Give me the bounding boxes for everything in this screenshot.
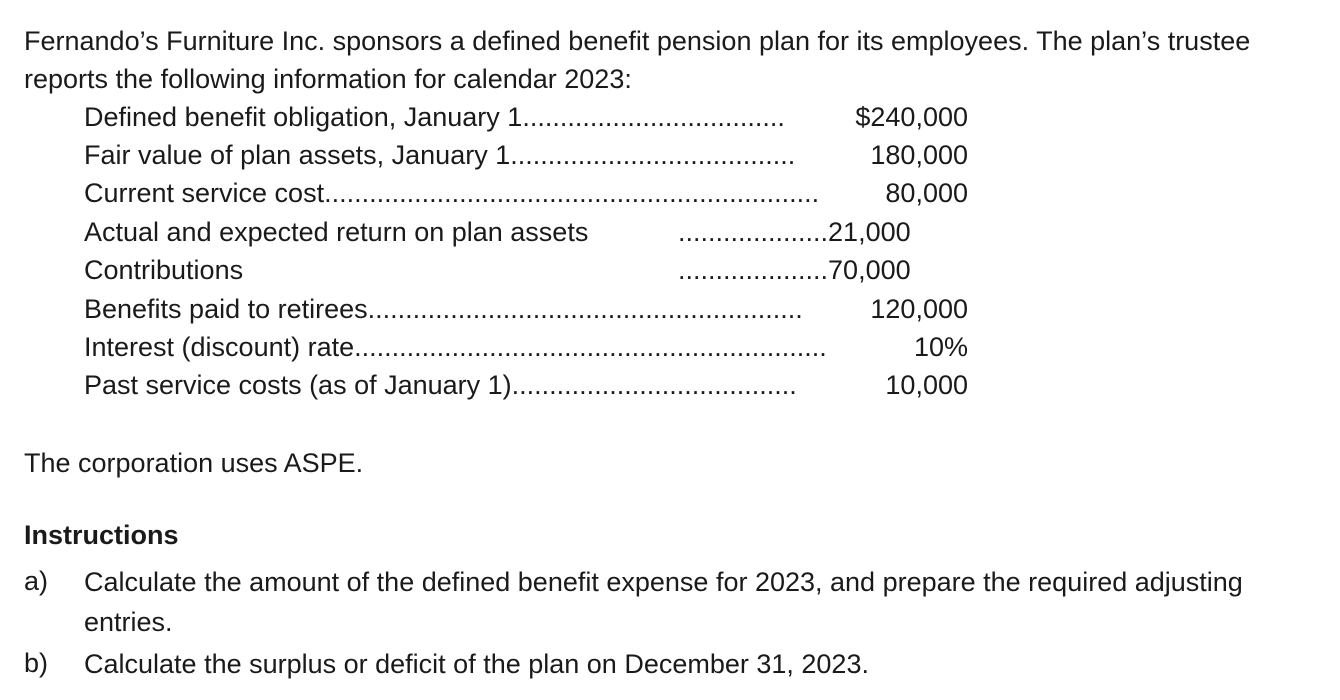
leader-dots: .................................................................. xyxy=(324,178,820,208)
aspe-note: The corporation uses ASPE. xyxy=(24,448,364,478)
data-row-dbo xyxy=(84,98,785,136)
list-marker: b) xyxy=(24,648,49,678)
leader-dots: .......................................................... xyxy=(367,294,803,324)
leader-dots: ...................................... xyxy=(510,140,796,170)
data-row-contributions xyxy=(84,251,243,289)
list-marker: a) xyxy=(24,566,49,596)
row-label: Benefits paid to retirees xyxy=(84,294,368,324)
amount-value: 21,000 xyxy=(828,217,911,247)
leader-dots: ............................................................... xyxy=(354,332,827,362)
row-amount-return xyxy=(678,213,911,251)
leader-dots: .................... xyxy=(678,217,829,247)
data-row-past-service xyxy=(84,366,797,404)
data-row-benefits-paid xyxy=(84,290,803,328)
row-amount-plan-assets: 180,000 xyxy=(870,140,968,170)
amount-value: 70,000 xyxy=(828,255,911,285)
intro-paragraph: Fernando’s Furniture Inc. sponsors a defined benefit pension plan for its employees. The plan’s trustee reports the following information for calendar 2023: xyxy=(24,26,1251,94)
instruction-text: Calculate the surplus or deficit of the plan on December 31, 2023. xyxy=(84,649,869,679)
row-label: Past service costs (as of January 1) xyxy=(84,370,512,400)
row-amount-dbo: $240,000 xyxy=(855,102,968,132)
row-label: Actual and expected return on plan assets xyxy=(84,217,589,247)
row-amount-interest-rate: 10% xyxy=(913,332,968,362)
leader-dots: ...................................... xyxy=(511,370,797,400)
instruction-text: Calculate the amount of the defined benefit expense for 2023, and prepare the required adjusting entries. xyxy=(84,567,1243,637)
data-row-service-cost xyxy=(84,174,819,212)
leader-dots: ................................... xyxy=(522,102,785,132)
row-amount-contributions xyxy=(678,251,911,289)
row-amount-benefits-paid: 120,000 xyxy=(870,294,968,324)
leader-dots: .................... xyxy=(678,255,829,285)
row-amount-past-service: 10,000 xyxy=(885,370,968,400)
row-label: Contributions xyxy=(84,255,244,285)
row-label: Fair value of plan assets, January 1 xyxy=(84,140,511,170)
data-row-interest-rate xyxy=(84,328,827,366)
row-label: Current service cost xyxy=(84,178,325,208)
data-row-plan-assets xyxy=(84,136,795,174)
instructions-heading: Instructions xyxy=(24,520,179,550)
data-row-return xyxy=(84,213,588,251)
row-label: Interest (discount) rate xyxy=(84,332,355,362)
row-amount-service-cost: 80,000 xyxy=(885,178,968,208)
row-label: Defined benefit obligation, January 1 xyxy=(84,102,523,132)
